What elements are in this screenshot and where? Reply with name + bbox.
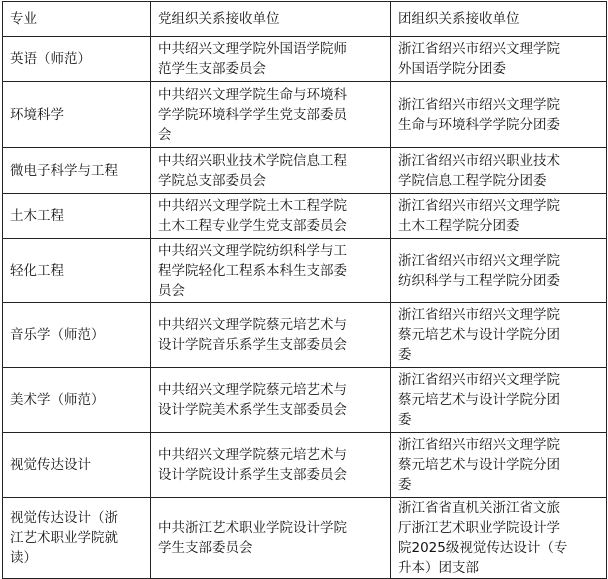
major-cell: 视觉传达设计 <box>3 433 151 498</box>
table-row <box>3 37 607 82</box>
party-unit-cell: 中共绍兴职业技术学院信息工程 学院总支部委员会 <box>151 148 391 194</box>
league-unit-cell: 浙江省绍兴市绍兴文理学院 蔡元培艺术与设计学院分团 委 <box>391 433 607 498</box>
table-row <box>3 368 607 433</box>
party-unit-cell: 中共绍兴文理学院生命与环境科 学学院环境科学学生党支部委员 会 <box>151 82 391 148</box>
major-cell: 土木工程 <box>3 194 151 239</box>
major-cell: 环境科学 <box>3 82 151 148</box>
party-unit-cell: 中共绍兴文理学院蔡元培艺术与 设计学院设计系学生支部委员会 <box>151 433 391 498</box>
table-row <box>3 239 607 303</box>
organization-relations-table <box>2 1 607 579</box>
table-row <box>3 148 607 194</box>
table-row <box>3 498 607 579</box>
league-unit-cell: 浙江省绍兴市绍兴文理学院 土木工程学院分团委 <box>391 194 607 239</box>
table-row <box>3 82 607 148</box>
league-unit-cell: 浙江省省直机关浙江省文旅 厅浙江艺术职业学院设计学 院2025级视觉传达设计（专 升本）团支部 <box>391 498 607 579</box>
league-unit-cell: 浙江省绍兴市绍兴文理学院 纺织科学与工程学院分团委 <box>391 239 607 303</box>
major-cell: 轻化工程 <box>3 239 151 303</box>
party-unit-cell: 中共绍兴文理学院纺织科学与工 程学院轻化工程系本科生支部委 员会 <box>151 239 391 303</box>
league-unit-cell: 浙江省绍兴市绍兴文理学院 生命与环境科学学院分团委 <box>391 82 607 148</box>
table-row <box>3 194 607 239</box>
league-unit-cell: 浙江省绍兴市绍兴文理学院 蔡元培艺术与设计学院分团 委 <box>391 368 607 433</box>
major-cell: 微电子科学与工程 <box>3 148 151 194</box>
party-unit-cell: 中共绍兴文理学院土木工程学院 土木工程专业学生党支部委员会 <box>151 194 391 239</box>
party-unit-cell: 中共绍兴文理学院蔡元培艺术与 设计学院音乐系学生支部委员会 <box>151 303 391 368</box>
major-cell: 美术学（师范） <box>3 368 151 433</box>
major-cell: 视觉传达设计（浙 江艺术职业学院就 读） <box>3 498 151 579</box>
header-league-unit: 团组织关系接收单位 <box>391 2 607 37</box>
league-unit-cell: 浙江省绍兴市绍兴文理学院 蔡元培艺术与设计学院分团 委 <box>391 303 607 368</box>
table-header-row <box>3 2 607 37</box>
league-unit-cell: 浙江省绍兴市绍兴文理学院 外国语学院分团委 <box>391 37 607 82</box>
table-row <box>3 303 607 368</box>
party-unit-cell: 中共浙江艺术职业学院设计学院 学生支部委员会 <box>151 498 391 579</box>
major-cell: 音乐学（师范） <box>3 303 151 368</box>
table-row <box>3 433 607 498</box>
header-major: 专业 <box>3 2 151 37</box>
major-cell: 英语（师范） <box>3 37 151 82</box>
league-unit-cell: 浙江省绍兴市绍兴职业技术 学院信息工程学院分团委 <box>391 148 607 194</box>
header-party-unit: 党组织关系接收单位 <box>151 2 391 37</box>
party-unit-cell: 中共绍兴文理学院外国语学院师 范学生支部委员会 <box>151 37 391 82</box>
party-unit-cell: 中共绍兴文理学院蔡元培艺术与 设计学院美术系学生支部委员会 <box>151 368 391 433</box>
